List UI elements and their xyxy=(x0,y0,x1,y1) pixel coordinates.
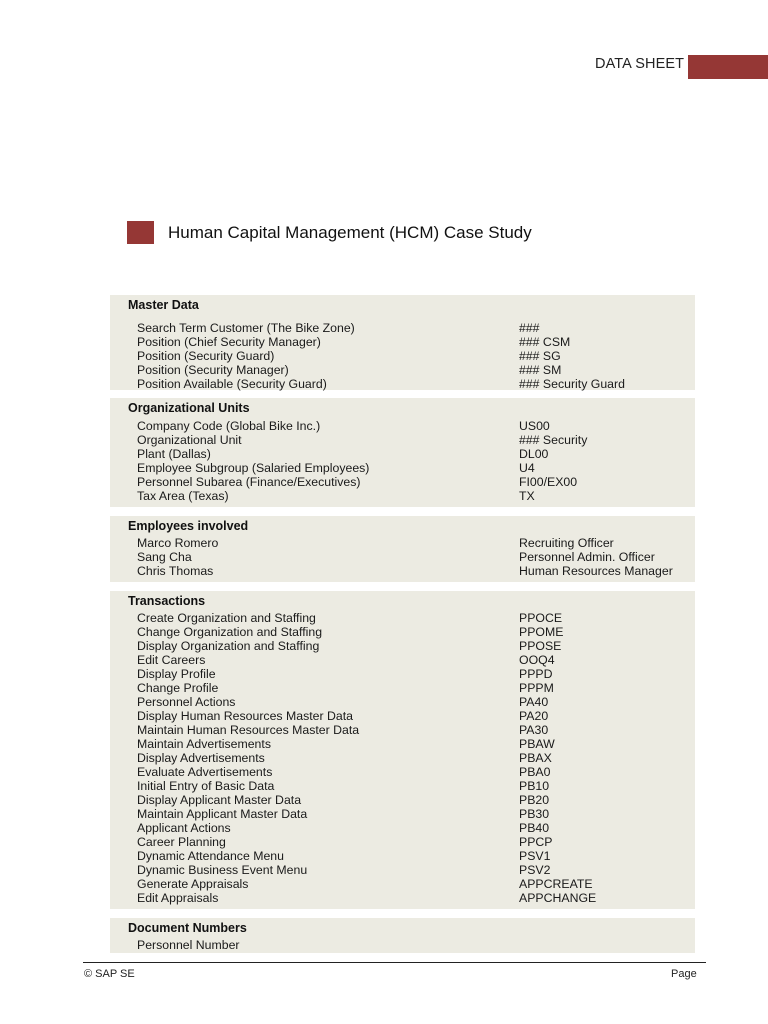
row-value: PBAW xyxy=(519,737,555,751)
row-label: Display Organization and Staffing xyxy=(137,639,320,653)
table-row xyxy=(110,807,695,821)
table-row xyxy=(110,611,695,625)
row-label: Edit Appraisals xyxy=(137,891,219,905)
row-value: PSV1 xyxy=(519,849,551,863)
row-label: Change Profile xyxy=(137,681,219,695)
table-row xyxy=(110,709,695,723)
row-value: APPCHANGE xyxy=(519,891,597,905)
table-row xyxy=(110,863,695,877)
document-title: Human Capital Management (HCM) Case Study xyxy=(168,223,532,242)
row-value: Personnel Admin. Officer xyxy=(519,550,655,564)
table-row xyxy=(110,419,695,433)
table-row xyxy=(110,779,695,793)
row-value: PB20 xyxy=(519,793,550,807)
row-value: Human Resources Manager xyxy=(519,564,673,578)
row-value: ### Security xyxy=(519,433,588,447)
row-value: ### xyxy=(519,321,540,335)
row-value: PA40 xyxy=(519,695,549,709)
row-value: TX xyxy=(519,489,535,503)
row-label: Career Planning xyxy=(137,835,226,849)
row-label: Applicant Actions xyxy=(137,821,231,835)
table-row xyxy=(110,625,695,639)
table-row xyxy=(110,835,695,849)
row-value: OOQ4 xyxy=(519,653,555,667)
row-value: ### CSM xyxy=(519,335,571,349)
table-row xyxy=(110,891,695,905)
table-row xyxy=(110,536,695,550)
row-label: Create Organization and Staffing xyxy=(137,611,316,625)
row-label: Plant (Dallas) xyxy=(137,447,211,461)
row-label: Evaluate Advertisements xyxy=(137,765,273,779)
table-row xyxy=(110,765,695,779)
row-label: Dynamic Attendance Menu xyxy=(137,849,284,863)
document-type-label: DATA SHEET xyxy=(595,56,685,72)
footer-divider xyxy=(83,962,706,963)
row-value: PPCP xyxy=(519,835,553,849)
footer-copyright: © SAP SE xyxy=(84,968,135,980)
table-row xyxy=(110,363,695,377)
table-row xyxy=(110,821,695,835)
row-value: PBA0 xyxy=(519,765,551,779)
row-label: Generate Appraisals xyxy=(137,877,249,891)
table-row xyxy=(110,475,695,489)
section-panel xyxy=(110,918,695,953)
row-label: Company Code (Global Bike Inc.) xyxy=(137,419,321,433)
row-label: Marco Romero xyxy=(137,536,219,550)
row-value: PPOME xyxy=(519,625,564,639)
row-value: PPPM xyxy=(519,681,554,695)
section-heading: Organizational Units xyxy=(128,401,250,415)
section-panel xyxy=(110,516,695,582)
row-label: Maintain Human Resources Master Data xyxy=(137,723,360,737)
row-label: Maintain Applicant Master Data xyxy=(137,807,308,821)
row-value: US00 xyxy=(519,419,550,433)
title-marker xyxy=(127,221,154,244)
row-label: Initial Entry of Basic Data xyxy=(137,779,275,793)
table-row xyxy=(110,938,695,952)
row-value: Recruiting Officer xyxy=(519,536,614,550)
section-panel xyxy=(110,295,695,390)
row-value: PB10 xyxy=(519,779,550,793)
header-accent-bar xyxy=(688,55,768,79)
table-row xyxy=(110,461,695,475)
table-row xyxy=(110,550,695,564)
table-row xyxy=(110,349,695,363)
section-heading: Employees involved xyxy=(128,519,249,533)
section-heading: Master Data xyxy=(128,298,199,312)
row-value: ### SM xyxy=(519,363,562,377)
row-label: Personnel Number xyxy=(137,938,240,952)
table-row xyxy=(110,335,695,349)
row-label: Change Organization and Staffing xyxy=(137,625,323,639)
table-row xyxy=(110,639,695,653)
section-heading: Document Numbers xyxy=(128,921,247,935)
table-row xyxy=(110,447,695,461)
row-label: Dynamic Business Event Menu xyxy=(137,863,308,877)
table-row xyxy=(110,877,695,891)
row-value: DL00 xyxy=(519,447,549,461)
row-value: ### Security Guard xyxy=(519,377,625,391)
table-row xyxy=(110,321,695,335)
footer-page-label: Page xyxy=(671,968,697,980)
row-label: Display Human Resources Master Data xyxy=(137,709,353,723)
row-value: PPOCE xyxy=(519,611,563,625)
row-label: Edit Careers xyxy=(137,653,206,667)
table-row xyxy=(110,723,695,737)
row-label: Position Available (Security Guard) xyxy=(137,377,327,391)
section-panel xyxy=(110,591,695,909)
section-heading: Transactions xyxy=(128,594,206,608)
table-row xyxy=(110,653,695,667)
row-value: PPPD xyxy=(519,667,553,681)
row-value: PB40 xyxy=(519,821,550,835)
table-row xyxy=(110,849,695,863)
table-row xyxy=(110,737,695,751)
row-label: Position (Security Guard) xyxy=(137,349,275,363)
table-row xyxy=(110,489,695,503)
row-value: FI00/EX00 xyxy=(519,475,578,489)
row-label: Display Applicant Master Data xyxy=(137,793,302,807)
row-value: PSV2 xyxy=(519,863,551,877)
row-label: Position (Security Manager) xyxy=(137,363,289,377)
row-label: Tax Area (Texas) xyxy=(137,489,229,503)
row-label: Search Term Customer (The Bike Zone) xyxy=(137,321,355,335)
row-value: PBAX xyxy=(519,751,552,765)
row-label: Employee Subgroup (Salaried Employees) xyxy=(137,461,370,475)
row-label: Position (Chief Security Manager) xyxy=(137,335,321,349)
row-value: PA20 xyxy=(519,709,549,723)
row-label: Personnel Subarea (Finance/Executives) xyxy=(137,475,361,489)
row-label: Display Advertisements xyxy=(137,751,265,765)
row-value: PPOSE xyxy=(519,639,562,653)
table-row xyxy=(110,751,695,765)
table-row xyxy=(110,681,695,695)
row-value: ### SG xyxy=(519,349,561,363)
row-label: Display Profile xyxy=(137,667,216,681)
table-row xyxy=(110,695,695,709)
row-value: PA30 xyxy=(519,723,549,737)
row-value: PB30 xyxy=(519,807,550,821)
row-label: Sang Cha xyxy=(137,550,192,564)
row-label: Personnel Actions xyxy=(137,695,236,709)
table-row xyxy=(110,667,695,681)
row-label: Maintain Advertisements xyxy=(137,737,271,751)
table-row xyxy=(110,793,695,807)
row-label: Chris Thomas xyxy=(137,564,214,578)
table-row xyxy=(110,433,695,447)
section-panel xyxy=(110,398,695,507)
row-value: APPCREATE xyxy=(519,877,593,891)
table-row xyxy=(110,377,695,391)
table-row xyxy=(110,564,695,578)
row-value: U4 xyxy=(519,461,535,475)
row-label: Organizational Unit xyxy=(137,433,242,447)
